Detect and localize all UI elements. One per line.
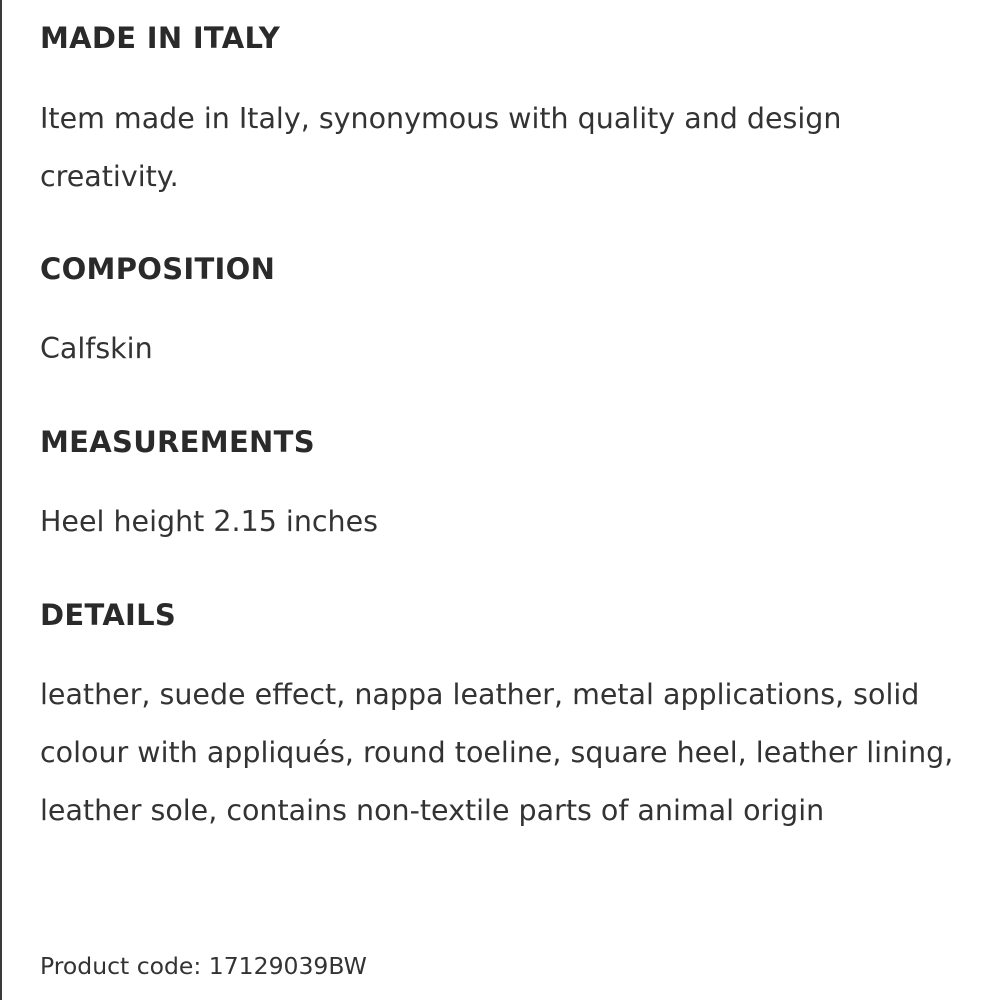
made-in-italy-text: Item made in Italy, synonymous with quality and design creativity. <box>40 102 842 193</box>
composition-heading: COMPOSITION <box>40 252 276 286</box>
measurements-heading: MEASUREMENTS <box>40 425 315 459</box>
left-divider <box>0 0 2 1000</box>
measurements-text: Heel height 2.15 inches <box>40 505 378 538</box>
product-code: Product code: 17129039BW <box>40 952 367 980</box>
made-in-italy-heading: MADE IN ITALY <box>40 21 281 55</box>
details-text: leather, suede effect, nappa leather, metal applications, solid colour with appliqués, round toeline, square heel, leather lining, leather sole, contains non-textile parts of animal origin <box>40 678 954 827</box>
composition-text: Calfskin <box>40 332 153 365</box>
details-heading: DETAILS <box>40 598 177 632</box>
